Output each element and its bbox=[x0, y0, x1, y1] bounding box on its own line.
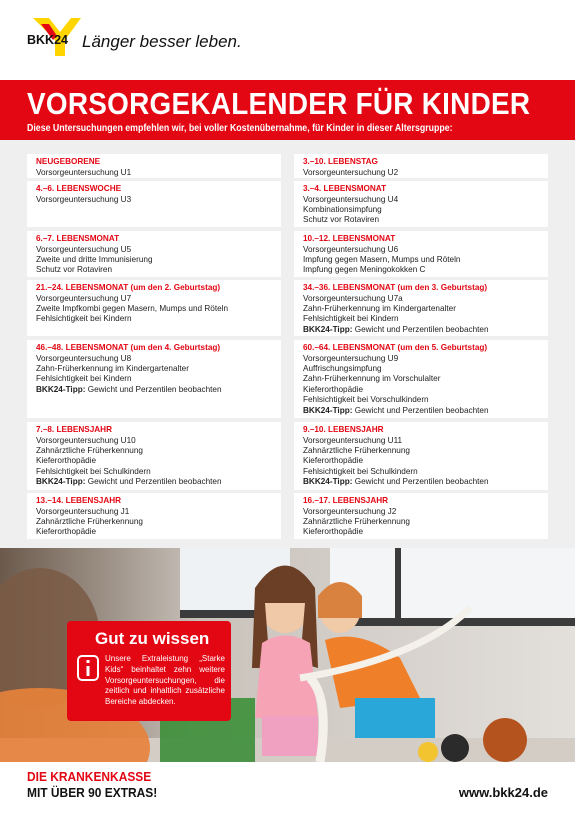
cell-line: Zahn-Früherkennung im Vorschulalter bbox=[303, 374, 441, 384]
cell-age: 3.–10. LEBENSTAG bbox=[303, 157, 378, 166]
cell-line: Vorsorgeuntersuchung U5 bbox=[36, 244, 132, 254]
cell-line: Auffrischungsimpfung bbox=[303, 363, 382, 373]
info-title: Gut zu wissen bbox=[95, 629, 210, 648]
cell-line: Zahnärztliche Früherkennung bbox=[36, 516, 143, 526]
tip-label: BKK24-Tipp: bbox=[303, 405, 353, 415]
cell-line: Zahnärztliche Früherkennung bbox=[303, 445, 410, 455]
cell-line: Schutz vor Rotaviren bbox=[36, 265, 112, 275]
schedule-cell bbox=[294, 280, 548, 336]
cell-line: Kieferorthopädie bbox=[303, 527, 364, 537]
schedule-cell bbox=[27, 181, 281, 227]
cell-line: Fehlsichtigkeit bei Kindern bbox=[36, 314, 132, 324]
logo-text: BKK24 bbox=[27, 33, 68, 47]
schedule-cell bbox=[27, 340, 281, 418]
cell-line: Vorsorgeuntersuchung U7a bbox=[303, 293, 403, 303]
cell-tip bbox=[36, 477, 275, 487]
tip-text: Gewicht und Perzentilen beobachten bbox=[352, 405, 489, 415]
cell-age: 60.–64. LEBENSMONAT (um den 5. Geburtstag) bbox=[303, 343, 488, 352]
cell-line: Zahnärztliche Früherkennung bbox=[303, 516, 410, 526]
title-banner bbox=[0, 80, 575, 140]
cell-line: Vorsorgeuntersuchung J2 bbox=[303, 506, 397, 516]
cell-line: Vorsorgeuntersuchung U4 bbox=[303, 194, 399, 204]
tip-label: BKK24-Tipp: bbox=[303, 477, 353, 487]
tagline: Länger besser leben. bbox=[82, 32, 242, 51]
cell-line: Fehlsichtigkeit bei Kindern bbox=[303, 314, 399, 324]
cell-age: 3.–4. LEBENSMONAT bbox=[303, 184, 387, 193]
cell-line: Fehlsichtigkeit bei Schulkindern bbox=[303, 466, 418, 476]
cell-line: Vorsorgeuntersuchung J1 bbox=[36, 506, 130, 516]
cell-line: Kombinationsimpfung bbox=[303, 204, 382, 214]
cell-line: Vorsorgeuntersuchung U7 bbox=[36, 293, 132, 303]
cell-line: Vorsorgeuntersuchung U9 bbox=[303, 353, 399, 363]
tip-label: BKK24-Tipp: bbox=[36, 384, 86, 394]
header bbox=[0, 0, 575, 78]
cell-line: Schutz vor Rotaviren bbox=[303, 215, 379, 225]
cell-line: Zahn-Früherkennung im Kindergartenalter bbox=[36, 363, 189, 373]
cell-age: 46.–48. LEBENSMONAT (um den 4. Geburtstag) bbox=[36, 343, 221, 352]
cell-line: Fehlsichtigkeit bei Kindern bbox=[36, 374, 132, 384]
cell-age: 4.–6. LEBENSWOCHE bbox=[36, 184, 122, 193]
schedule-cell bbox=[294, 181, 548, 227]
schedule-cell bbox=[294, 493, 548, 539]
cell-line: Vorsorgeuntersuchung U6 bbox=[303, 244, 399, 254]
cell-age: 34.–36. LEBENSMONAT (um den 3. Geburtstag) bbox=[303, 283, 488, 292]
cell-line: Vorsorgeuntersuchung U8 bbox=[36, 353, 132, 363]
tip-label: BKK24-Tipp: bbox=[36, 477, 86, 487]
cell-age: 13.–14. LEBENSJAHR bbox=[36, 496, 122, 505]
cell-line: Vorsorgeuntersuchung U3 bbox=[36, 194, 132, 204]
cell-line: Vorsorgeuntersuchung U1 bbox=[36, 167, 132, 177]
cell-line: Zahnärztliche Früherkennung bbox=[36, 445, 143, 455]
tip-text: Gewicht und Perzentilen beobachten bbox=[85, 384, 222, 394]
tip-text: Gewicht und Perzentilen beobachten bbox=[352, 477, 489, 487]
cell-age: 16.–17. LEBENSJAHR bbox=[303, 496, 389, 505]
schedule-cell bbox=[27, 154, 281, 178]
cell-age: NEUGEBORENE bbox=[36, 157, 101, 166]
cell-line: Fehlsichtigkeit bei Schulkindern bbox=[36, 466, 151, 476]
cell-age: 10.–12. LEBENSMONAT bbox=[303, 234, 396, 243]
cell-tip bbox=[303, 406, 542, 416]
cell-line: Vorsorgeuntersuchung U10 bbox=[36, 435, 136, 445]
tip-text: Gewicht und Perzentilen beobachten bbox=[85, 477, 222, 487]
info-box bbox=[67, 621, 231, 721]
website-link[interactable]: www.bkk24.de bbox=[458, 785, 548, 800]
schedule-cell bbox=[27, 231, 281, 277]
schedule-cell bbox=[294, 340, 548, 418]
cell-line: Zweite und dritte Immunisierung bbox=[36, 254, 153, 264]
schedule-grid bbox=[0, 140, 575, 548]
cell-age: 6.–7. LEBENSMONAT bbox=[36, 234, 120, 243]
tip-label: BKK24-Tipp: bbox=[303, 324, 353, 334]
schedule-cell bbox=[27, 280, 281, 336]
cell-tip bbox=[303, 325, 542, 335]
cell-age: 9.–10. LEBENSJAHR bbox=[303, 425, 384, 434]
footer-slogan-line1: DIE KRANKENKASSE bbox=[27, 769, 152, 784]
schedule-cell bbox=[294, 231, 548, 277]
cell-tip bbox=[303, 477, 542, 487]
footer bbox=[0, 762, 575, 814]
schedule-cell bbox=[294, 154, 548, 178]
cell-line: Impfung gegen Masern, Mumps und Röteln bbox=[303, 254, 461, 264]
schedule-cell bbox=[294, 422, 548, 490]
schedule-cell bbox=[27, 422, 281, 490]
cell-line: Kieferorthopädie bbox=[303, 456, 364, 466]
cell-line: Fehlsichtigkeit bei Vorschulkindern bbox=[303, 395, 429, 405]
page-title: VORSORGEKALENDER FÜR KINDER bbox=[27, 86, 531, 121]
cell-line: Kieferorthopädie bbox=[303, 384, 364, 394]
cell-line: Zahn-Früherkennung im Kindergartenalter bbox=[303, 303, 456, 313]
cell-line: Vorsorgeuntersuchung U11 bbox=[303, 435, 403, 445]
cell-age: 7.–8. LEBENSJAHR bbox=[36, 425, 112, 434]
info-icon bbox=[77, 655, 99, 681]
cell-tip bbox=[36, 385, 275, 395]
cell-line: Vorsorgeuntersuchung U2 bbox=[303, 167, 399, 177]
cell-line: Zweite Impfkombi gegen Masern, Mumps und Röteln bbox=[36, 303, 229, 313]
cell-age: 21.–24. LEBENSMONAT (um den 2. Geburtstag) bbox=[36, 283, 221, 292]
cell-line: Kieferorthopädie bbox=[36, 527, 97, 537]
cell-line: Impfung gegen Meningokokken C bbox=[303, 265, 426, 275]
bkk24-logo[interactable] bbox=[27, 18, 81, 56]
page-subtitle: Diese Untersuchungen empfehlen wir, bei voller Kostenübernahme, für Kinder in dieser Altersgruppe: bbox=[27, 123, 453, 134]
footer-slogan-line2: MIT ÜBER 90 EXTRAS! bbox=[27, 785, 158, 800]
cell-line: Kieferorthopädie bbox=[36, 456, 97, 466]
schedule-cell bbox=[27, 493, 281, 539]
info-text: Unsere Extraleistung „Starke Kids“ beinhaltet zehn weitere Vorsorgeuntersuchungen, die zeitlich und inhaltlich zusätzliche Bereiche abdecken. bbox=[105, 654, 225, 707]
tip-text: Gewicht und Perzentilen beobachten bbox=[352, 324, 489, 334]
